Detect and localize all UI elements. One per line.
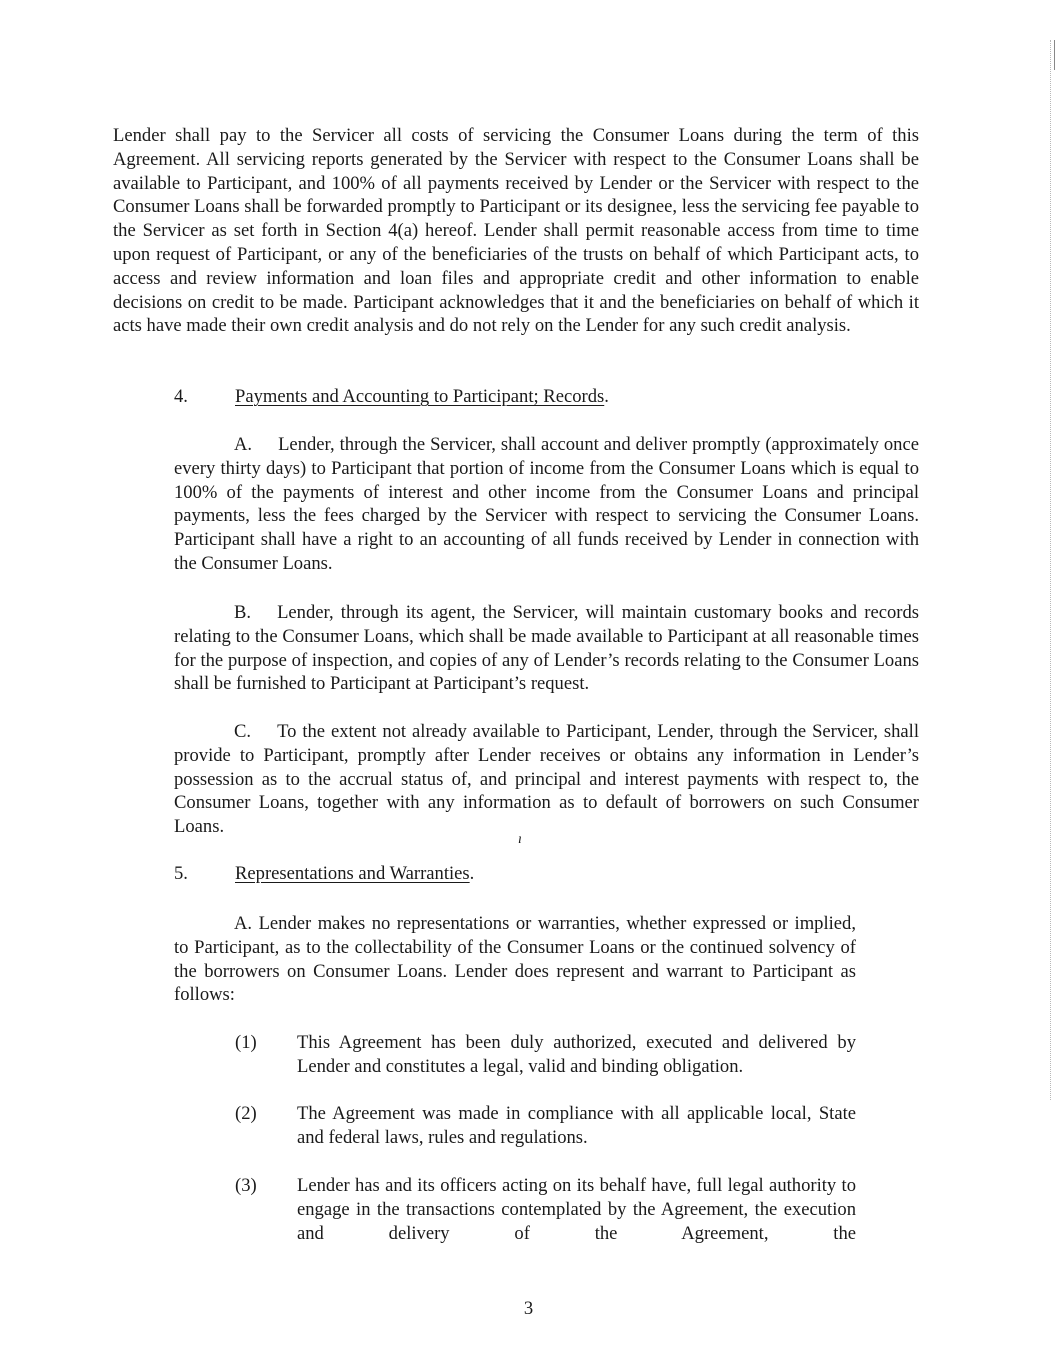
stray-mark: ı [518,832,522,847]
list-item-text-1: This Agreement has been duly authorized, executed and delivered by Lender and constitutes a legal, valid and binding obligation. [297,1032,856,1077]
list-item-text-3: Lender has and its officers acting on its behalf have, full legal authority to engage in the transactions contemplated by the Agreement, the execution and delivery of the Agreement, the [297,1175,856,1244]
list-item-number-2: (2) [235,1103,257,1124]
section-4-paragraph-a [174,433,919,576]
page-number: 3 [523,1298,534,1319]
section-4-number: 4. [174,386,188,407]
intro-paragraph: Lender shall pay to the Servicer all costs of servicing the Consumer Loans during the term of this Agreement. All servicing reports generated by the Servicer with respect to the Consumer Loans shall be available to Participant, and 100% of all payments received by Lender or the Servicer with respect to the Consumer Loans shall be forwarded promptly to Participant or its designee, less the servicing fee payable to the Servicer as set forth in Section 4(a) hereof. Lender shall permit reasonable access from time to time upon request of Participant, or any of the beneficiaries of the trusts on behalf of which Participant acts, to access and review information and loan files and appropriate credit and other information to enable decisions on credit to be made. Participant acknowledges that it and the beneficiaries on behalf of which it acts have made their own credit analysis and do not rely on the Lender for any such credit analysis. [113,125,919,337]
section-5-title-period: . [469,863,475,884]
section-4-paragraph-a-label: A. [234,434,253,455]
section-4-heading [235,385,609,409]
section-4-paragraph-b [174,601,919,696]
section-5-paragraph-a: A. Lender makes no representations or warranties, whether expressed or implied, to Participant, as to the collectability of the Consumer Loans or the continued solvency of the borrowers on Consumer Loans. Lender does represent and warrant to Participant as follows: [174,913,856,1006]
scan-edge-artifact [1049,40,1051,1100]
section-5-title: Representations and Warranties [235,863,470,884]
section-5-number: 5. [174,863,188,884]
scan-edge-mark [1054,40,1055,70]
section-4-title: Payments and Accounting to Participant; Records [235,386,605,407]
section-4-paragraph-b-label: B. [234,602,252,623]
section-4-paragraph-a-text: Lender, through the Servicer, shall account and deliver promptly (approximately once every thirty days) to Participant that portion of income from the Consumer Loans which is equal to 100% of the payments of interest and other income from the Consumer Loans and principal payments, less the fees charged by the Servicer with respect to servicing the Consumer Loans. Participant shall have a right to an accounting of all funds received by Lender in connection with the Consumer Loans. [174,434,919,574]
section-4-paragraph-c [174,720,919,839]
list-item-number-1: (1) [235,1032,257,1053]
section-4-title-period: . [604,386,609,407]
section-4-paragraph-c-text: To the extent not already available to Participant, Lender, through the Servicer, shall provide to Participant, promptly after Lender receives or obtains any information in Lender’s possession as to the accrual status of, and principal and interest payments with respect to, the Consumer Loans, together with any information as to default of borrowers on such Consumer Loans. [174,721,919,838]
list-item-number-3: (3) [235,1175,257,1196]
section-4-paragraph-c-label: C. [234,721,252,742]
section-5-heading [235,862,474,886]
list-item-text-2: The Agreement was made in compliance with all applicable local, State and federal laws, rules and regulations. [297,1103,856,1148]
section-4-paragraph-b-text: Lender, through its agent, the Servicer, will maintain customary books and records relating to the Consumer Loans, which shall be made available to Participant at all reasonable times for the purpose of inspection, and copies of any of Lender’s records relating to the Consumer Loans shall be furnished to Participant at Participant’s request. [174,602,919,695]
